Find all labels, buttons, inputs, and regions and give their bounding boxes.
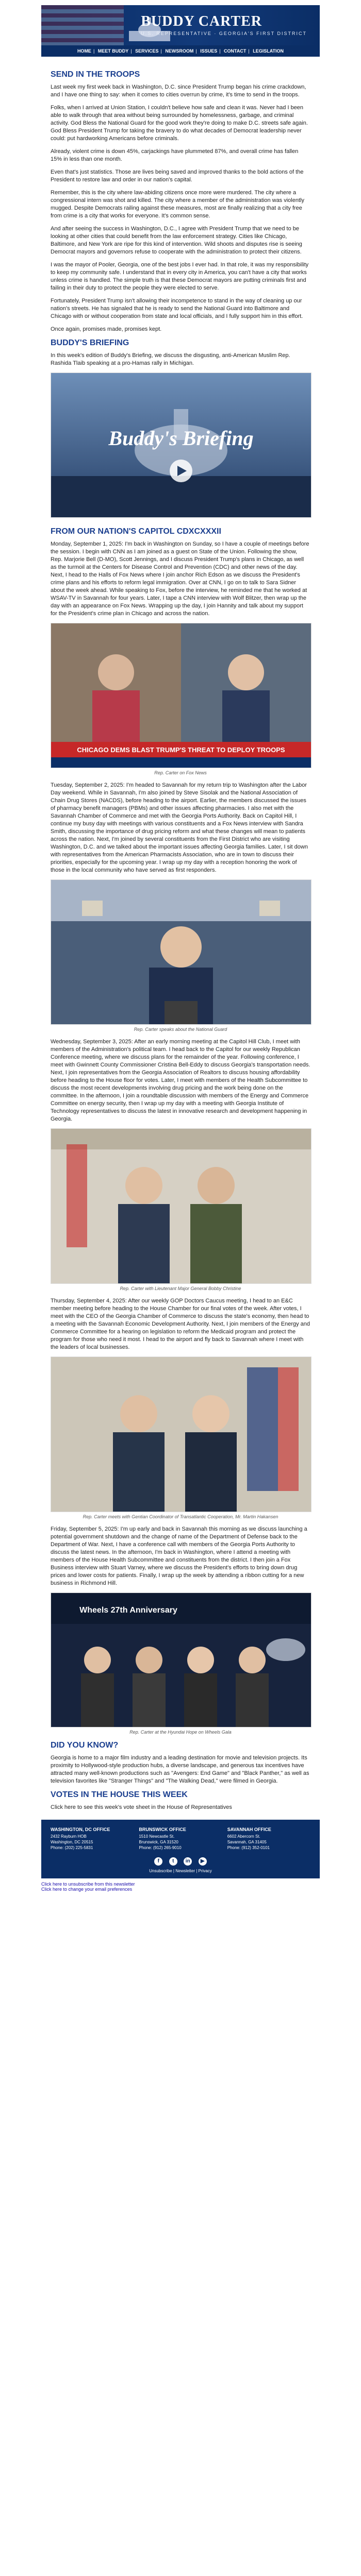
photo-hyundai-gala (51, 1592, 311, 1727)
caption: Rep. Carter on Fox News (154, 770, 207, 775)
nav-item-newsroom[interactable]: NEWSROOM (165, 48, 194, 54)
diary-thursday: Thursday, September 4, 2025: After our weekly GOP Doctors Caucus meeting, I head to an E&C member meeting before heading to the House Chamber for our final votes of the week. After votes, I meet with the CEO of the Georgia Chamber of Commerce to discuss the state's economy, then head to a meeting with the Savannah Economic Development Authority. Next, I join members of the Energy and Commerce Committee for a hearing on legislation to reform the Medicaid program and protect the program for those who need it most. I head to the airport and fly back to Savannah where I meet with the leaders of local businesses. (51, 1298, 310, 1350)
below-email-links (41, 1878, 320, 1892)
office-title: BRUNSWICK OFFICE (139, 1827, 186, 1832)
photo-fox-news (51, 623, 311, 768)
diary-wednesday: Wednesday, September 3, 2025: After an early morning meeting at the Capitol Hill Club, I meet with members of the Administration's political team. I head back to the Capitol for our weekly Republican Conference meeting, where we discuss plans for the remainder of the year. Following conference, I meet with Gwinnett County Commissioner Cristina Bell-Eddy to discuss Georgia's transportation needs. Next, I join representatives from the Georgia Association of Realtors to discuss housing affordability before heading to the House floor for votes. Later, I meet with members of the Health Subcommittee to discuss the most recent developments involving drug pricing and the work being done on the committee. In the afternoon, I join a roundtable discussion with members of the Energy and Commerce Committee on energy security, then I wrap up my day with a meeting with Georgia Institute of Technology representatives to discuss the latest in innovative research and development happening in Georgia. (51, 1039, 310, 1122)
representative-subtitle: U.S. REPRESENTATIVE · GEORGIA'S FIRST DISTRICT (141, 31, 307, 36)
header-banner (41, 5, 320, 45)
paragraph: I was the mayor of Pooler, Georgia, one of the best jobs I ever had. In that role, it was my responsibility to keep my community safe. I understand that in every city in America, you can't have a city that works unless crime is handled. The simple truth is that these Democrat mayors are putting criminals first and failing in their duty to protect the people they were elected to serve. (51, 262, 309, 291)
office-brunswick (139, 1827, 222, 1851)
email-newsletter (41, 0, 320, 1878)
unsubscribe-link[interactable]: Click here to unsubscribe from this newsletter (41, 1882, 135, 1887)
office-title: SAVANNAH OFFICE (227, 1827, 271, 1832)
instagram-icon[interactable]: in (184, 1857, 192, 1866)
section-title-briefing: BUDDY'S BRIEFING (51, 338, 129, 347)
caption: Rep. Carter meets with Gentian Coordinator of Transatlantic Cooperation, Mr. Martin Hakansen (83, 1514, 278, 1519)
section-title-capitol: FROM OUR NATION'S CAPITOL CDXCXXXII (51, 527, 221, 536)
office-line: 1510 Newcastle St. (139, 1834, 175, 1839)
preferences-link[interactable]: Click here to change your email preferences (41, 1887, 133, 1892)
diary-tuesday: Tuesday, September 2, 2025: I'm headed to Savannah for my return trip to Washington after the Labor Day weekend. While in Savannah, I'm also joined by Steve Sisolak and the National Association of Chain Drug Stores (NACDS), before heading to the airport. Earlier, the members discussed the issues of pharmacy benefit managers (PBMs) and other issues affecting pharmacies. I also met with the Savannah Chamber of Commerce and met with the Georgia Ports Authority. Back on Capitol Hill, I continue my busy day with meetings with various constituents and a Fox News interview with Sandra Smith, discussing the importance of drug pricing reform and what these changes will mean to patients across the nation. Next, I'm joined by several constituents from the First District who are visiting Washington, D.C. and we talked about the important issues affecting Georgia families. Later, I sit down with representatives from the American Pharmacists Association, who are in town to discuss their priorities, especially for the upcoming year. I wrap up my day with a reception honoring the work of those in the local community who have served as first responders. (51, 782, 308, 873)
photo-national-guard (51, 879, 311, 1025)
paragraph: Already, violent crime is down 45%, carjackings have plummeted 87%, and overall crime has fallen 15% in less than one month. (51, 148, 299, 162)
photo-major-general (51, 1128, 311, 1284)
representative-name: BUDDY CARTER (141, 13, 262, 29)
office-columns (51, 1827, 310, 1851)
nav-item-meet-buddy[interactable]: MEET BUDDY (97, 48, 129, 54)
header-title (141, 13, 307, 36)
briefing-text: In this week's edition of Buddy's Briefing, we discuss the disgusting, anti-American Muslim Rep. Rashida Tlaib speaking at a pro-Hamas rally in Michigan. (51, 352, 290, 366)
paragraph: Remember, this is the city where law-abiding citizens once more were murdered. The city where a congressional intern was shot and killed. The city where a member of the administration was violently mugged. Despite Democrats railing against these measures, most are finally realizing that a city free from crime is a city that works for everyone. It's common sense. (51, 190, 304, 219)
office-dc (51, 1827, 134, 1851)
diary-monday: Monday, September 1, 2025: I'm back in Washington on Sunday, so I have a couple of meetings before the session. I begin with CNN as I am joined as a guest on State of the Union. Following the show, Rep. Marjorie Bell (D-MO), Scott Jennings, and I discuss President Trump's plans in Chicago, as well as the turmoil at the Centers for Disease Control and Prevention (CDC) and other news of the day. Next, I head to the Halls of Fox News where I join anchor Rich Edson as we discuss the President's crime plans and his efforts to reform legal immigration. Over at CNN, I go on to talk to Sara Sidner about the week ahead. While speaking to Fox, before the interview, he reminded me that he worked at WSAV-TV in Savannah for four years. Later, I tape a CNN interview with Wolf Blitzer, then wrap up the day with an appearance on Fox News. Wrapping up the day, I join Hannity and talk about my support for the President's crime plan in Chicago and across the nation. (51, 541, 309, 617)
gala-banner-text: Wheels 27th Anniversary (79, 1606, 177, 1615)
nav-item-legislation[interactable]: LEGISLATION (253, 48, 284, 54)
office-line: 6602 Abercorn St. (227, 1834, 260, 1839)
office-savannah (227, 1827, 310, 1851)
facebook-icon[interactable]: f (154, 1857, 162, 1866)
paragraph: Folks, when I arrived at Union Station, I couldn't believe how safe and clean it was. Never had I been able to walk through that area without being surrounded by homelessness, garbage, and criminal activity. God Bless the National Guard for the good work they're doing to make D.C. streets safe again. God Bless President Trump for taking the bravery to do what decades of Democrat leadership never could: put hardworking Americans before criminals. (51, 105, 308, 142)
office-line: Phone: (912) 265-9010 (139, 1845, 182, 1850)
footer (41, 1820, 320, 1878)
office-line: Phone: (912) 352-0101 (227, 1845, 270, 1850)
twitter-icon[interactable]: t (169, 1857, 177, 1866)
caption: Rep. Carter with Lieutenant Major General Bobby Christine (120, 1286, 241, 1291)
section-title-did-you-know: DID YOU KNOW? (51, 1741, 119, 1750)
office-line: Savannah, GA 31405 (227, 1840, 267, 1844)
nav-item-issues[interactable]: ISSUES (200, 48, 218, 54)
caption: Rep. Carter at the Hyundai Hope on Wheels Gala (129, 1730, 232, 1735)
diary-friday: Friday, September 5, 2025: I'm up early and back in Savannah this morning as we discuss launching a potential government shutdown and the change of name of the Department of Defense back to the Department of War. Next, I have a conference call with members of the Georgia Ports Authority to discuss the latest news. In the afternoon, I'm back in Washington, where I attend a meeting with members of the House Health Subcommittee and constituents from the district. I then join a Fox Business interview with Stuart Varney, where we discuss the President's efforts to bring down drug prices and lower costs for patients. Finally, I wrap up the week by attending a ribbon cutting for a new business in Richmond Hill. (51, 1526, 307, 1586)
office-title: WASHINGTON, DC OFFICE (51, 1827, 110, 1832)
office-line: Phone: (202) 225-5831 (51, 1845, 93, 1850)
flag-stripes (41, 5, 124, 45)
fox-news-chyron: CHICAGO DEMS BLAST TRUMP'S THREAT TO DEPLOY TROOPS (77, 746, 285, 754)
votes-link[interactable]: Click here to see this week's vote sheet in the House of Representatives (51, 1804, 232, 1810)
youtube-icon[interactable]: ▶ (199, 1857, 207, 1866)
nav-item-contact[interactable]: CONTACT (224, 48, 247, 54)
photo-transatlantic-meeting (51, 1357, 311, 1512)
nav-item-home[interactable]: HOME (77, 48, 91, 54)
nav-item-services[interactable]: SERVICES (135, 48, 159, 54)
office-line: Brunswick, GA 31520 (139, 1840, 178, 1844)
briefing-image-label: Buddy's Briefing (108, 427, 254, 450)
section-title-send-troops: SEND IN THE TROOPS (51, 70, 140, 79)
office-line: 2432 Rayburn HOB (51, 1834, 87, 1839)
caption: Rep. Carter speaks about the National Guard (134, 1027, 227, 1032)
header (41, 0, 320, 57)
social-links (51, 1856, 310, 1866)
nav-bar: HOME | MEET BUDDY | SERVICES | NEWSROOM | ISSUES | CONTACT | LEGISLATION (41, 45, 320, 57)
paragraph: Even that's just statistics. Those are lives being saved and improved thanks to the bold actions of the President to restore law and order in our nation's capital. (51, 169, 304, 183)
paragraph: Once again, promises made, promises kept. (51, 326, 162, 332)
paragraph: Last week my first week back in Washington, D.C. since President Trump began his crime crackdown, and I have one thing to say: when it comes to cities overrun by crime, it's time to send in the troops. (51, 84, 306, 98)
section-title-votes: VOTES IN THE HOUSE THIS WEEK (51, 1790, 188, 1799)
footer-links[interactable]: Unsubscribe | Newsletter | Privacy (149, 1869, 212, 1873)
did-you-know-text: Georgia is home to a major film industry and a leading destination for movie and television projects. Its proximity to Hollywood-style production hubs, a diverse landscape, and generous tax incentives have attracted many well-known productions such as "Avengers: End Game" and "Black Panther," as well as television favorites like "Stranger Things" and "The Walking Dead," were filmed in Georgia. (51, 1755, 309, 1784)
briefing-video-thumbnail[interactable] (51, 372, 311, 518)
office-line: Washington, DC 20515 (51, 1840, 93, 1844)
paragraph: And after seeing the success in Washington, D.C., I agree with President Trump that we need to be looking at other cities that could benefit from the law enforcement strategy. Cities like Chicago, Baltimore, and New York are ripe for this kind of intervention. Wild shoots and disputes rise is seeing Democrat mayors and governors refuse to cooperate with the administration to protect their citizens. (51, 226, 302, 255)
content (41, 57, 320, 1811)
paragraph: Fortunately, President Trump isn't allowing their incompetence to stand in the way of cleaning up our nation's streets. He has signaled that he is ready to send the National Guard into Baltimore and Chicago with or without cooperation from state and local officials, and I fully support him in this effort. (51, 298, 303, 319)
hyundai-logo-icon (266, 1638, 305, 1661)
